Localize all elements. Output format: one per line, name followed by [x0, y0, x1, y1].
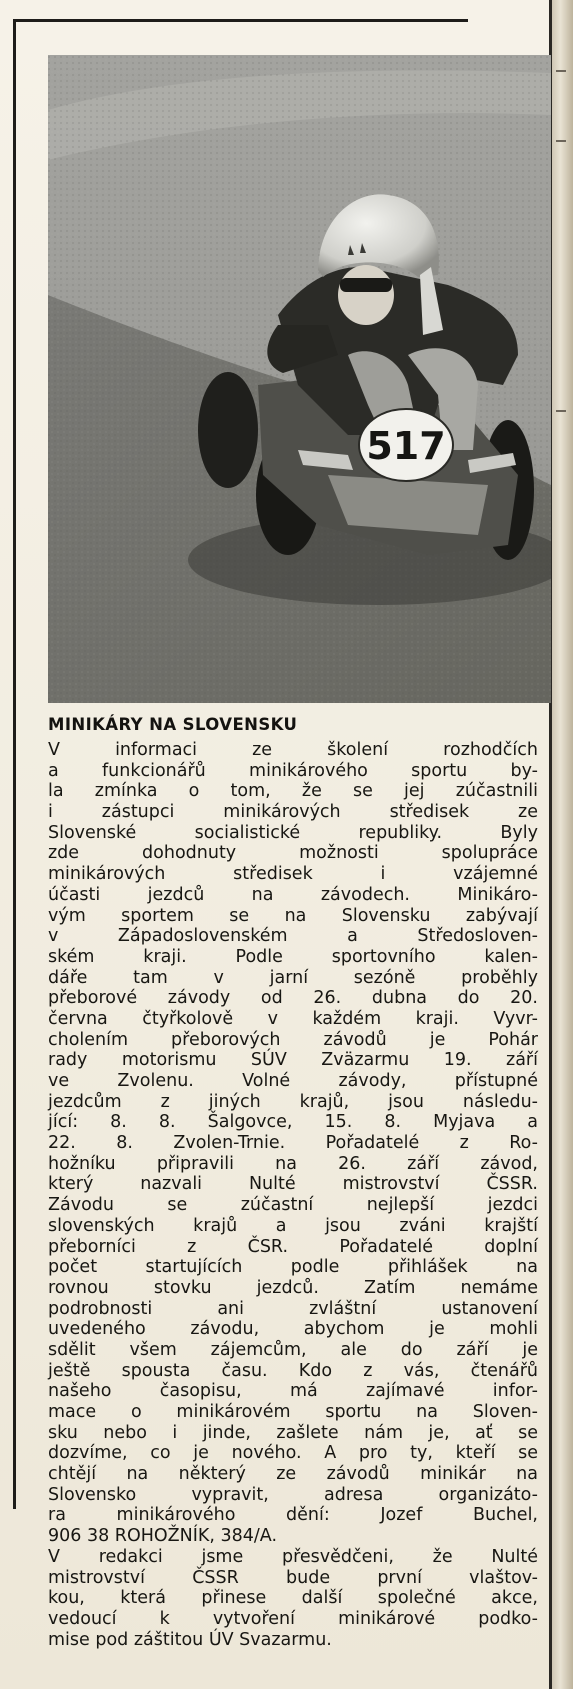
- frame-left-rule: [13, 19, 16, 1509]
- article-line: i zástupci minikárových středisek ze: [48, 802, 538, 823]
- article-line: a funkcionářů minikárového sportu by-: [48, 760, 538, 781]
- article-line: V informaci ze školení rozhodčích: [48, 740, 538, 760]
- article-line: V redakci jsme přesvědčeni, že Nulté: [48, 1546, 538, 1567]
- article-line: slovenských krajů a jsou zváni krajští: [48, 1215, 538, 1236]
- article-line: v Západoslovenském a Středosloven-: [48, 926, 538, 947]
- article-line: Závodu se zúčastní nejlepší jezdci: [48, 1195, 538, 1216]
- article-line: dozvíme, co je nového. A pro ty, kteří se: [48, 1443, 538, 1464]
- edge-mark: [556, 70, 566, 72]
- article-line: ještě spousta času. Kdo z vás, čtenářů: [48, 1360, 538, 1381]
- article-line: sku nebo i jinde, zašlete nám je, ať se: [48, 1422, 538, 1443]
- article-body: [48, 740, 538, 1650]
- driver-face: [338, 265, 394, 325]
- article-line: účasti jezdců na závodech. Minikáro-: [48, 884, 538, 905]
- article-line: sdělit všem zájemcům, ale do září je: [48, 1339, 538, 1360]
- article-line: vedoucí k vytvoření minikárové podko-: [48, 1608, 538, 1629]
- article-line: vým sportem se na Slovensku zabývají: [48, 905, 538, 926]
- article-line: kou, která přinese další společné akce,: [48, 1588, 538, 1609]
- article-line: června čtyřkolově v každém kraji. Vyvr-: [48, 1008, 538, 1029]
- article-line: rovnou stovku jezdců. Zatím nemáme: [48, 1277, 538, 1298]
- article-line: mistrovství ČSSR bude první vlaštov-: [48, 1567, 538, 1588]
- race-photo: [48, 55, 551, 703]
- article-line: Slovensko vypravit, adresa organizáto-: [48, 1484, 538, 1505]
- article-line: uvedeného závodu, abychom je mohli: [48, 1319, 538, 1340]
- adjacent-page-edge: [552, 0, 573, 1689]
- article-line: ve Zvolenu. Volné závody, přístupné: [48, 1071, 538, 1091]
- article-line: podrobnosti ani zvláštní ustanovení: [48, 1298, 538, 1319]
- article-headline: MINIKÁRY NA SLOVENSKU: [48, 715, 298, 734]
- article-line: jící: 8. 8. Šalgovce, 15. 8. Myjava a: [48, 1112, 538, 1133]
- article-line: zde dohodnuty možnosti spolupráce: [48, 843, 538, 864]
- race-photo-drawing: [48, 55, 551, 703]
- frame-top-rule: [13, 19, 468, 22]
- race-number: 517: [366, 424, 446, 468]
- article-line: Slovenské socialistické republiky. Byly: [48, 822, 538, 843]
- article-line: la zmínka o tom, že se jej zúčastnili: [48, 781, 538, 802]
- article-line: mace o minikárovém sportu na Sloven-: [48, 1402, 538, 1422]
- article-line: chtějí na některý ze závodů minikár na: [48, 1464, 538, 1485]
- article-line: rady motorismu SÚV Zväzarmu 19. září: [48, 1050, 538, 1071]
- edge-mark: [556, 410, 566, 412]
- article-line: dáře tam v jarní sezóně proběhly: [48, 967, 538, 988]
- article-line: 22. 8. Zvolen-Trnie. Pořadatelé z Ro-: [48, 1133, 538, 1154]
- article-line: mise pod záštitou ÚV Svazarmu.: [48, 1629, 332, 1650]
- article-line: minikárových středisek i vzájemné: [48, 864, 538, 885]
- article-line: počet startujících podle přihlášek na: [48, 1257, 538, 1278]
- article: [48, 712, 538, 1650]
- article-line: ském kraji. Podle sportovního kalen-: [48, 946, 538, 967]
- kart-wheel: [198, 372, 258, 488]
- article-line: 906 38 ROHOŽNÍK, 384/A.: [48, 1526, 278, 1547]
- article-line: jezdcům z jiných krajů, jsou následu-: [48, 1091, 538, 1112]
- article-line: přeborníci z ČSR. Pořadatelé doplní: [48, 1236, 538, 1257]
- article-line: našeho časopisu, má zajímavé infor-: [48, 1381, 538, 1402]
- edge-mark: [556, 140, 566, 142]
- driver-goggles: [340, 278, 392, 292]
- article-line: hožníku připravili na 26. září závod,: [48, 1153, 538, 1174]
- article-line: cholením přeborových závodů je Pohár: [48, 1029, 538, 1050]
- article-line: ra minikárového dění: Jozef Buchel,: [48, 1505, 538, 1526]
- article-line: který nazvali Nulté mistrovství ČSSR.: [48, 1174, 538, 1195]
- article-line: přeborové závody od 26. dubna do 20.: [48, 988, 538, 1009]
